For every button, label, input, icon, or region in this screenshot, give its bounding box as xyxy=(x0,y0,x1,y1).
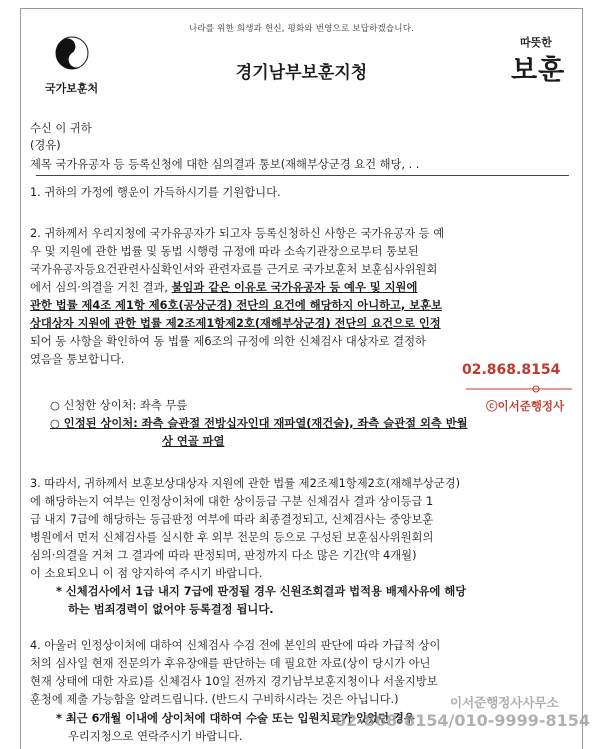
recipient: 수신 이 귀하 xyxy=(30,122,92,135)
watermark-phones: 02-868-8154/010-9999-8154 xyxy=(335,711,591,730)
paragraph-3-line-2: 에 해당하는지 여부는 인정상이처에 대한 상이등급 구분 신체검사 결과 상이등급 1 xyxy=(30,495,434,508)
recognized-injury-line-1: ○ 인정된 상이처: 좌측 슬관절 전방십자인대 재파열(재건술), 좌측 슬관절 외측 반월 xyxy=(50,417,468,430)
paragraph-2-line-2: 우 및 지원에 관한 법률 및 동법 시행령 규정에 따라 소속기관장으로부터 통보된 xyxy=(30,245,419,258)
paragraph-4-line-1: 4. 아울러 인정상이처에 대하여 신체검사 수검 전에 본인의 판단에 따라 가급적 상이 xyxy=(30,639,441,652)
paragraph-2-line-5: 관한 법률 제4조 제1항 제6호(공상군경) 전단의 요건에 해당하지 아니하고, 보훈보 xyxy=(30,299,442,312)
paragraph-3-line-3: 급 내지 7급에 해당하는 등급판정 여부에 따라 최종결정되고, 신체검사는 중앙보훈 xyxy=(30,513,434,526)
watermark-phone: 02.868.8154 xyxy=(462,362,561,378)
org-title: 경기남부보훈지청 xyxy=(235,63,368,83)
left-logo-text: 국가보훈처 xyxy=(45,82,99,95)
paragraph-2-line-6: 상대상자 지원에 관한 법률 제2조제1항제2호(재해부상군경) 전단의 요건으로 인정 xyxy=(30,317,441,330)
paragraph-3-line-6: 이 소요되오니 이 점 양지하여 주시기 바랍니다. xyxy=(30,567,263,580)
paragraph-4-line-3: 현재 상태에 대한 자료)를 신체검사 10일 전까지 경기남부보훈지청이나 서울지방보 xyxy=(30,675,438,688)
paragraph-2-line-3: 국가유공자등요건관련사실확인서와 관련자료를 근거로 국가보훈처 보훈심사위원회 xyxy=(30,263,438,276)
recognized-injury-line-2: 상 연골 파열 xyxy=(162,435,225,448)
paragraph-4-line-2: 처의 심사일 현재 전문의가 후유장애를 판단하는 데 필요한 자료(상이 당시가 아닌 xyxy=(30,657,431,670)
paragraph-3-note-line-1: * 신체검사에서 1급 내지 7급에 판정될 경우 신원조회결과 법적용 배제사유에 해당 xyxy=(56,585,467,598)
paragraph-3-line-4: 병원에서 먼저 신체검사를 실시한 후 외부 전문의 등으로 구성된 보훈심사위원회의 xyxy=(30,531,434,544)
right-logo-big: 보훈 xyxy=(511,55,566,86)
watermark-office: 이서준행정사사무소 xyxy=(450,695,559,710)
paragraph-3-note-line-2: 하는 범죄경력이 없어야 등록결정 됩니다. xyxy=(68,603,274,616)
via: (경유) xyxy=(30,139,61,152)
watermark-divider-icon xyxy=(466,384,572,394)
paragraph-3-line-1: 3. 따라서, 귀하께서 보훈보상대상자 지원에 관한 법률 제2조제1항제2호(재해부상군경) xyxy=(30,477,461,490)
slogan: 나라를 위한 희생과 헌신, 평화와 번영으로 보답하겠습니다. xyxy=(188,24,415,34)
paragraph-2-line-1: 2. 귀하께서 우리지청에 국가유공자가 되고자 등록신청하신 사항은 국가유공자 등 예 xyxy=(30,227,445,240)
subject-divider xyxy=(36,175,569,176)
paragraph-2-line-7: 되어 동 사항을 확인하여 동 법률 제6조의 규정에 의한 신체검사 대상자로 결정하 xyxy=(30,335,426,348)
right-logo-small: 따뜻한 xyxy=(520,36,552,49)
watermark-copyright: ⓒ이서준행정사 xyxy=(486,399,565,413)
paragraph-2-line-8: 였음을 통보합니다. xyxy=(30,353,125,366)
paragraph-3-line-5: 심의·의결을 거쳐 그 결과에 따라 판정되며, 판정까지 다소 많은 기간(약 4개월) xyxy=(30,549,417,562)
reason-underlined: 불임과 같은 이유로 국가유공자 등 예우 및 지원에 xyxy=(171,281,418,294)
claimed-injury: ○ 신청한 상이처: 좌측 무릎 xyxy=(50,399,188,412)
paragraph-4-line-4: 훈청에 제출 가능함을 알려드립니다. (반드시 구비하시라는 것은 아닙니다.) xyxy=(30,693,399,706)
paragraph-4-tail: 우리지청으로 연락주시기 바랍니다. xyxy=(68,730,243,743)
paragraph-1: 1. 귀하의 가정에 행운이 가득하시기를 기원합니다. xyxy=(30,186,281,199)
paragraph-4-note: * 최근 6개월 이내에 상이처에 대하여 수술 또는 입원치료가 있었던 경우 xyxy=(56,712,415,725)
paragraph-2-line-4: 에서 심의·의결을 거친 결과, 불임과 같은 이유로 국가유공자 등 예우 및 지원에 xyxy=(30,281,418,294)
subject: 제목 국가유공자 등 등록신청에 대한 심의결과 통보(재해부상군경 요건 해당, . . xyxy=(30,158,420,171)
